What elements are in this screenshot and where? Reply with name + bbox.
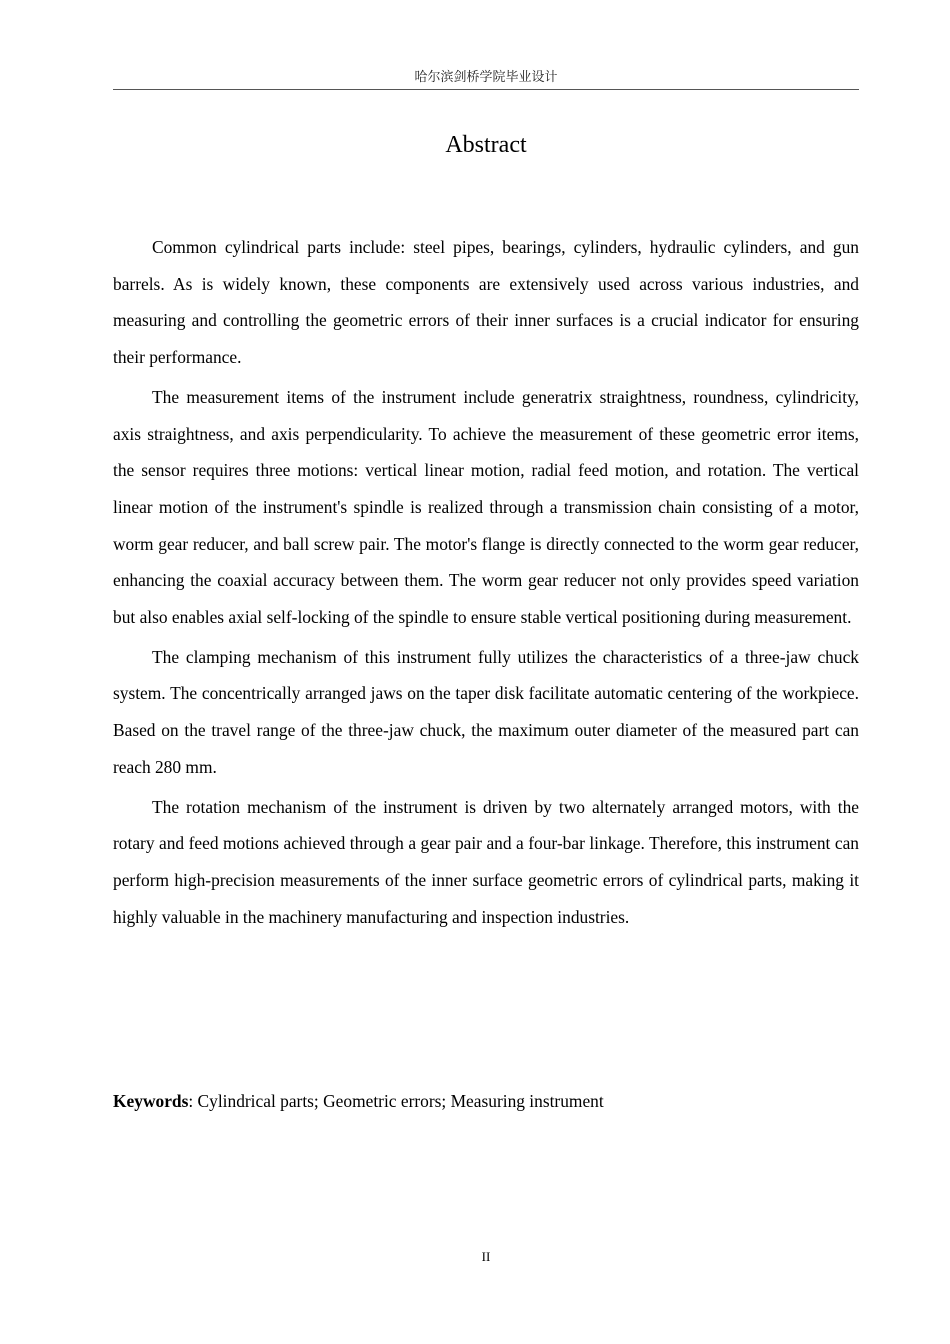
abstract-title: Abstract (445, 132, 527, 158)
keywords-text: : Cylindrical parts; Geometric errors; Measuring instrument (188, 1091, 604, 1111)
keywords-line (113, 1086, 859, 1116)
abstract-paragraph-2: The measurement items of the instrument include generatrix straightness, roundness, cylindricity, axis straightness, and axis perpendicularity. To achieve the measurement of these geometric error items, the sensor requires three motions: vertical linear motion, radial feed motion, and rotation. The vertical linear motion of the instrument's spindle is realized through a transmission chain consisting of a motor, worm gear reducer, and ball screw pair. The motor's flange is directly connected to the worm gear reducer, enhancing the coaxial accuracy between them. The worm gear reducer not only provides speed variation but also enables axial self-locking of the spindle to ensure stable vertical positioning during measurement. (113, 386, 859, 628)
abstract-paragraph-1: Common cylindrical parts include: steel pipes, bearings, cylinders, hydraulic cylinders, and gun barrels. As is widely known, these components are extensively used across various industries, and measuring and controlling the geometric errors of their inner surfaces is a crucial indicator for ensuring their performance. (113, 237, 859, 368)
abstract-body (113, 229, 859, 938)
keywords-label: Keywords (113, 1091, 189, 1111)
header-rule (113, 89, 859, 90)
abstract-paragraph-3: The clamping mechanism of this instrument fully utilizes the characteristics of a three-jaw chuck system. The concentrically arranged jaws on the taper disk facilitate automatic centering of the workpiece. Based on the travel range of the three-jaw chuck, the maximum outer diameter of the measured part can reach 280 mm. (113, 646, 859, 777)
running-header: 哈尔滨剑桥学院毕业设计 (414, 69, 558, 84)
abstract-paragraph-4: The rotation mechanism of the instrument is driven by two alternately arranged motors, with the rotary and feed motions achieved through a gear pair and a four-bar linkage. Therefore, this instrument can perform high-precision measurements of the inner surface geometric errors of cylindrical parts, making it highly valuable in the machinery manufacturing and inspection industries. (113, 796, 859, 927)
page-number: II (481, 1249, 491, 1264)
